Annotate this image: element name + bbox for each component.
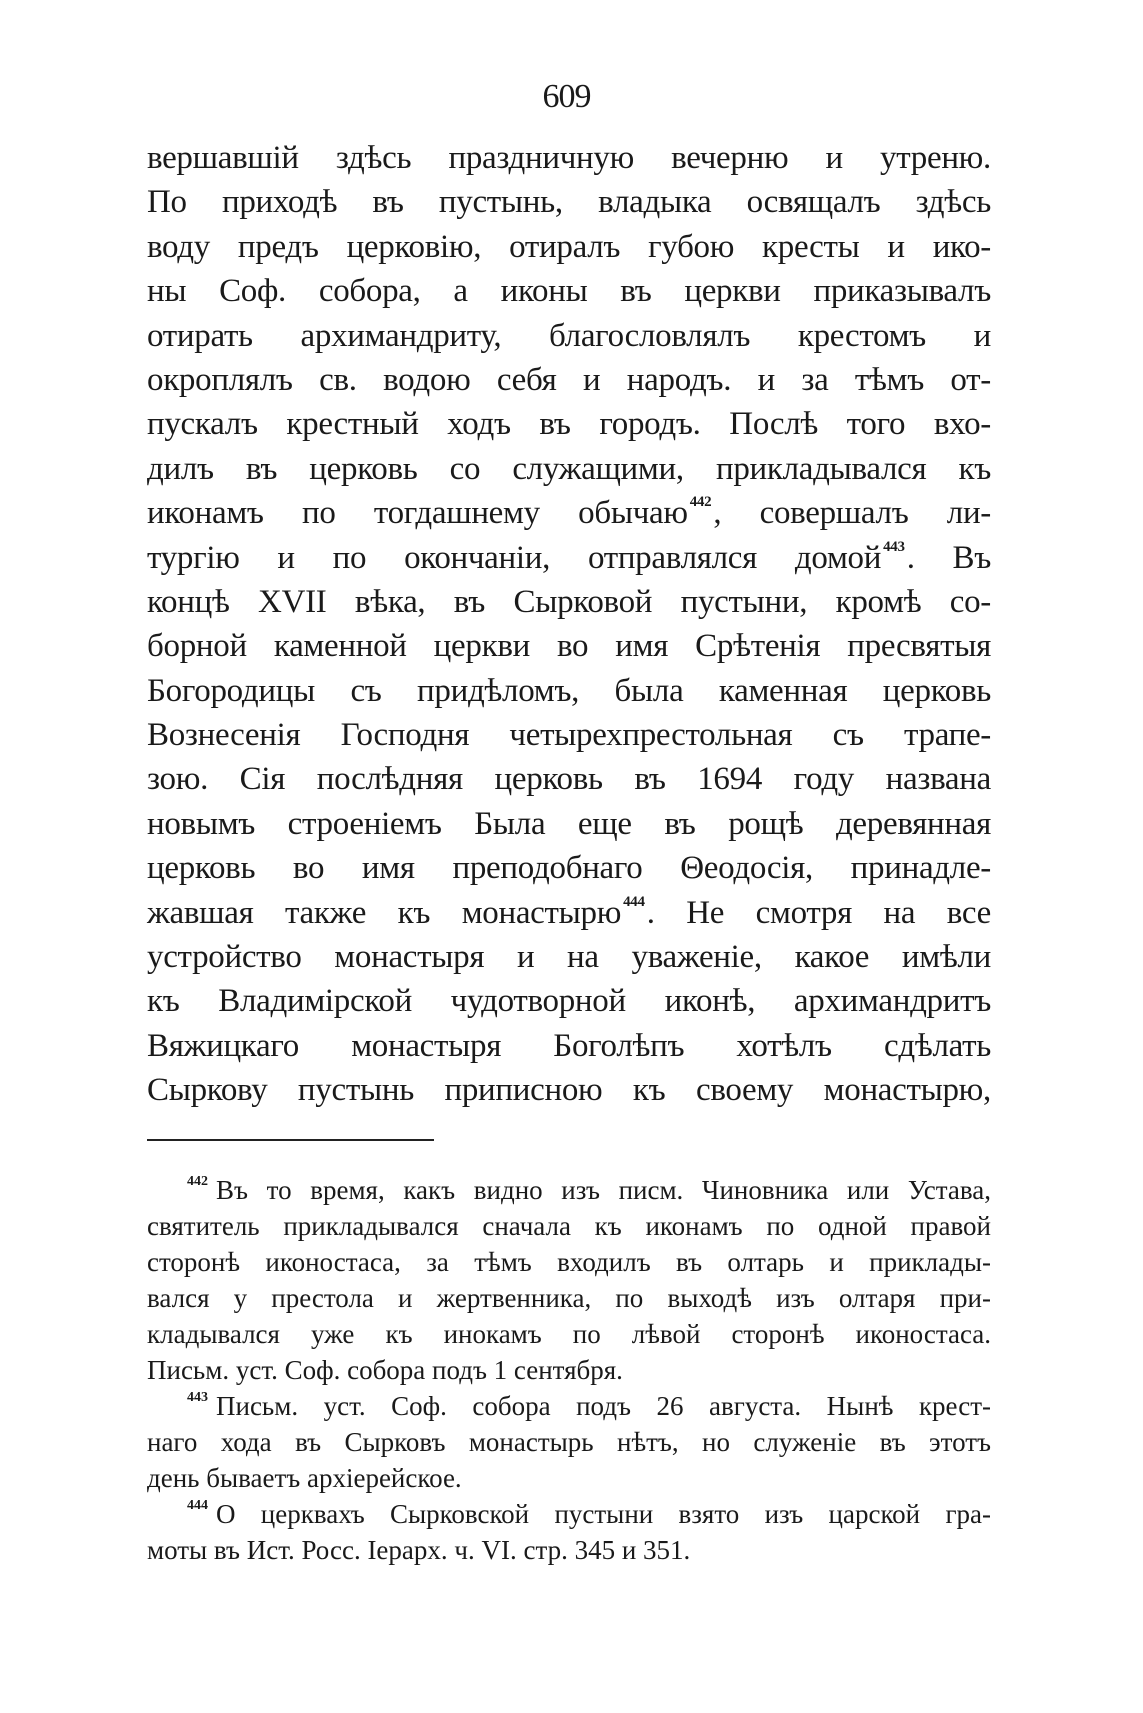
footnote-text: Письм. уст. Соф. собора подъ 1 сентября.: [147, 1355, 623, 1385]
footnote-line: [147, 1352, 991, 1388]
text-line: [147, 802, 991, 846]
text-segment: новымъ строеніемъ Была еще въ рощѣ деревянная: [147, 805, 991, 842]
text-line: [147, 180, 991, 224]
footnote-text: день бываетъ архіерейское.: [147, 1463, 462, 1493]
page-number: 609: [542, 78, 591, 115]
text-line: [147, 846, 991, 890]
text-segment: вершавшій здѣсь праздничную вечерню и утреню.: [147, 140, 991, 176]
text-segment: борной каменной церкви во имя Срѣтенія пресвятыя: [147, 628, 991, 665]
footnote-line: [147, 1208, 991, 1244]
footnote-reference[interactable]: 443: [883, 538, 905, 555]
text-line: [147, 1024, 991, 1068]
footnote-text: О церквахъ Сырковской пустыни взято изъ царской гра-: [216, 1499, 991, 1529]
text-line: [147, 402, 991, 446]
text-segment: . Не смотря на все: [646, 894, 991, 931]
text-segment: отирать архимандриту, благословлялъ крестомъ и: [147, 317, 991, 354]
footnote-number: 444: [187, 1498, 208, 1513]
footnote-line: [147, 1532, 991, 1568]
text-line: [147, 536, 991, 580]
text-line: [147, 580, 991, 624]
footnote-text: вался у престола и жертвенника, по выходѣ изъ олтаря при-: [147, 1283, 991, 1313]
footnote-reference[interactable]: 442: [689, 494, 712, 511]
text-segment: Вяжицкаго монастыря Боголѣпъ хотѣлъ сдѣлать: [147, 1027, 991, 1064]
footnote-text: кладывался уже къ инокамъ по лѣвой сторонѣ иконостаса.: [147, 1319, 991, 1349]
footnote-line: [147, 1496, 991, 1532]
text-segment: . Въ: [906, 539, 992, 576]
footnote-line: [147, 1316, 991, 1352]
text-segment: устройство монастыря и на уваженіе, какое имѣли: [147, 939, 991, 976]
text-segment: тургію и по окончаніи, отправлялся домой: [147, 539, 882, 576]
footnote-line: [147, 1172, 991, 1208]
text-line: [147, 669, 991, 713]
text-line: [147, 757, 991, 801]
text-line: [147, 1068, 991, 1112]
footnotes: [147, 1172, 991, 1568]
text-line: [147, 225, 991, 269]
text-segment: пускалъ крестный ходъ въ городъ. Послѣ того вхо-: [147, 406, 991, 443]
text-line: [147, 269, 991, 313]
text-segment: окроплялъ св. водою себя и народъ. и за тѣмъ от-: [147, 361, 991, 398]
footnote-text: сторонѣ иконостаса, за тѣмъ входилъ въ олтарь и приклады-: [147, 1247, 991, 1277]
text-segment: , совершалъ ли-: [713, 495, 991, 532]
body-text: [147, 136, 991, 1113]
text-segment: церковь во имя преподобнаго Θеодосія, принадле-: [147, 850, 991, 887]
footnote-number: 443: [187, 1390, 208, 1405]
footnote-text: Въ то время, какъ видно изъ писм. Чиновника или Устава,: [216, 1175, 991, 1205]
footnote-line: [147, 1424, 991, 1460]
text-line: [147, 935, 991, 979]
text-segment: иконамъ по тогдашнему обычаю: [147, 495, 688, 532]
footnote-line: [147, 1244, 991, 1280]
text-line: [147, 713, 991, 757]
text-segment: воду предъ церковію, отиралъ губою кресты и ико-: [147, 228, 991, 265]
footnote-text: наго хода въ Сырковъ монастырь нѣтъ, но служеніе въ этотъ: [147, 1427, 991, 1457]
text-line: [147, 491, 991, 535]
footnote-line: [147, 1460, 991, 1496]
text-line: [147, 314, 991, 358]
footnote-text: Письм. уст. Соф. собора подъ 26 августа. Нынѣ крест-: [216, 1391, 991, 1421]
footnote-line: [147, 1388, 991, 1424]
text-segment: Сыркову пустынь приписною къ своему монастырю,: [147, 1072, 991, 1109]
footnote-text: моты въ Ист. Росс. Іерарх. ч. VI. стр. 345 и 351.: [147, 1535, 691, 1565]
footnote-line: [147, 1280, 991, 1316]
text-segment: концѣ XVII вѣка, въ Сырковой пустыни, кромѣ со-: [147, 583, 991, 620]
text-line: [147, 624, 991, 668]
text-segment: По приходѣ въ пустынь, владыка освящалъ здѣсь: [147, 184, 991, 221]
text-segment: ны Соф. собора, а иконы въ церкви приказывалъ: [147, 273, 991, 310]
text-line: [147, 358, 991, 402]
footnote-reference[interactable]: 444: [623, 893, 645, 910]
text-line: [147, 136, 991, 180]
footnote-number: 442: [187, 1174, 208, 1189]
footnote-divider: [147, 1139, 434, 1141]
text-segment: зою. Сія послѣдняя церковь въ 1694 году названа: [147, 761, 991, 798]
footnote-text: святитель прикладывался сначала къ иконамъ по одной правой: [147, 1211, 991, 1241]
text-segment: къ Владимірской чудотворной иконѣ, архимандритъ: [147, 983, 991, 1020]
text-segment: Вознесенія Господня четырехпрестольная съ трапе-: [147, 717, 991, 754]
text-line: [147, 891, 991, 935]
text-segment: жавшая также къ монастырю: [147, 894, 622, 931]
text-line: [147, 447, 991, 491]
text-segment: Богородицы съ придѣломъ, была каменная церковь: [147, 672, 991, 709]
text-segment: дилъ въ церковь со служащими, прикладывался къ: [147, 450, 991, 487]
text-line: [147, 979, 991, 1023]
